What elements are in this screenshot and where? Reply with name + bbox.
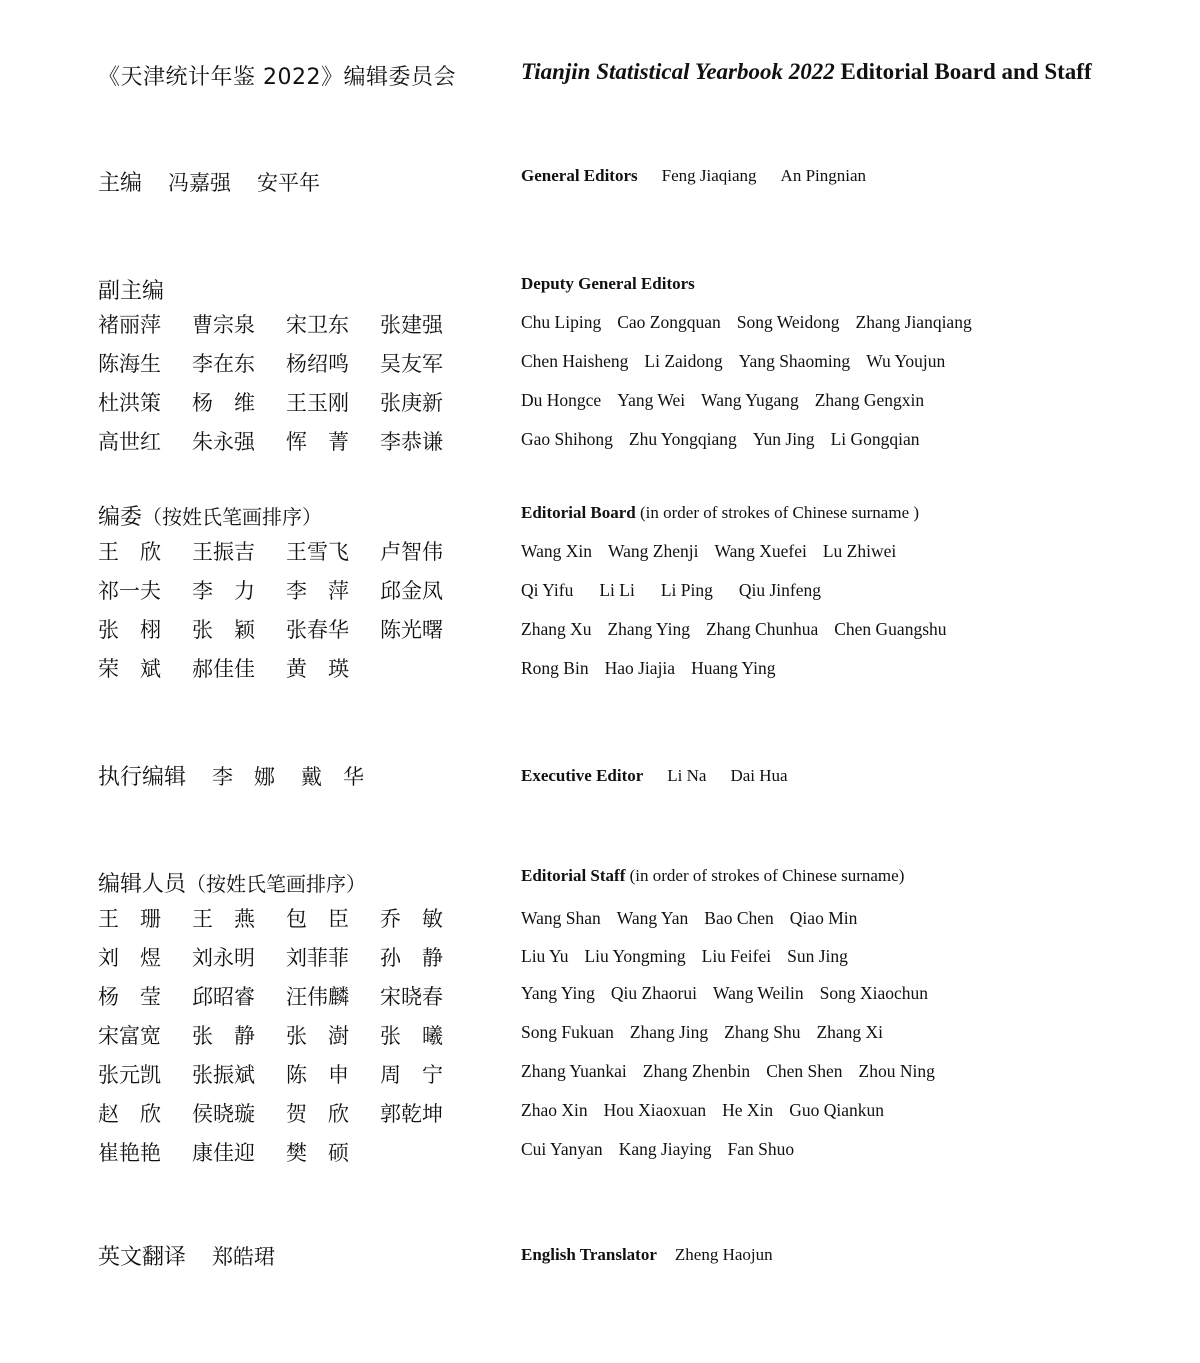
editorial-board-label-en-text: Editorial Board xyxy=(521,503,636,522)
name-row xyxy=(521,1052,1181,1091)
board-member-name-en: Huang Ying xyxy=(691,658,776,678)
general-editors-label-en: General Editors xyxy=(521,166,638,185)
deputy-editor-name-cn: 高世红 xyxy=(98,430,161,454)
board-member-name-cn: 陈光曙 xyxy=(380,618,443,642)
deputy-editor-name-cn: 张庚新 xyxy=(380,391,443,415)
translator-cn xyxy=(98,1240,498,1271)
deputy-editor-name-cn: 杨 维 xyxy=(192,391,255,415)
staff-name-en: Zhang Shu xyxy=(724,1022,801,1042)
staff-name-cn: 张元凯 xyxy=(98,1063,161,1087)
board-member-name-cn: 张 颖 xyxy=(192,618,255,642)
staff-name-en: Wang Weilin xyxy=(712,983,804,1003)
staff-name-en: Zhang Yuankai xyxy=(521,1061,627,1081)
general-editor-name-en: Feng Jiaqiang xyxy=(661,166,757,185)
general-editors-en xyxy=(521,166,1181,186)
deputy-editor-name-en: Yun Jing xyxy=(752,429,815,449)
board-member-name-en: Qiu Jinfeng xyxy=(738,580,822,600)
name-row xyxy=(521,899,1181,938)
staff-name-cn: 樊 硕 xyxy=(286,1141,349,1165)
board-member-name-en: Zhang Ying xyxy=(607,619,690,639)
deputy-editors-label-cn: 副主编 xyxy=(98,279,165,304)
staff-name-en: He Xin xyxy=(722,1100,774,1120)
deputy-editor-name-en: Chu Liping xyxy=(521,312,602,332)
staff-name-cn: 张振斌 xyxy=(192,1063,255,1087)
staff-name-cn: 汪伟麟 xyxy=(286,985,349,1009)
translator-name-cn: 郑皓珺 xyxy=(212,1245,276,1269)
staff-name-cn: 宋富宽 xyxy=(98,1024,161,1048)
name-row xyxy=(521,938,1181,974)
translator-en xyxy=(521,1245,1181,1265)
deputy-editor-name-en: Song Weidong xyxy=(736,312,840,332)
deputy-editors-label-en xyxy=(521,274,1181,294)
editorial-board-rows-en xyxy=(521,532,1181,688)
deputy-editor-name-en: Zhu Yongqiang xyxy=(628,429,737,449)
staff-name-cn: 乔 敏 xyxy=(380,907,443,931)
staff-name-cn: 王 珊 xyxy=(98,907,161,931)
staff-name-cn: 崔艳艳 xyxy=(98,1141,161,1165)
staff-name-en: Zhang Jing xyxy=(629,1022,709,1042)
deputy-editor-name-en: Cao Zongquan xyxy=(617,312,721,332)
editorial-board-label-en xyxy=(521,503,1181,523)
staff-name-cn: 张 澍 xyxy=(286,1024,349,1048)
staff-name-cn: 侯晓璇 xyxy=(192,1102,255,1126)
staff-name-en: Chen Shen xyxy=(766,1061,843,1081)
deputy-editor-name-cn: 褚丽萍 xyxy=(98,313,161,337)
name-row xyxy=(521,1130,1181,1169)
deputy-editor-name-en: Li Zaidong xyxy=(644,351,723,371)
executive-editor-name-en: Dai Hua xyxy=(730,766,788,785)
board-member-name-en: Wang Zhenji xyxy=(608,541,699,561)
staff-name-en: Liu Yu xyxy=(521,946,569,966)
translator-label-cn: 英文翻译 xyxy=(98,1245,187,1270)
editorial-board-note-cn: （按姓氏笔画排序） xyxy=(142,505,323,529)
staff-name-en: Zhang Xi xyxy=(816,1022,884,1042)
editorial-staff-rows-en xyxy=(521,899,1181,1169)
deputy-editors-label-en-text: Deputy General Editors xyxy=(521,274,695,293)
staff-name-cn: 杨 莹 xyxy=(98,985,161,1009)
executive-editor-label-cn: 执行编辑 xyxy=(98,765,187,790)
staff-name-en: Liu Feifei xyxy=(701,946,772,966)
staff-name-en: Qiao Min xyxy=(789,908,858,928)
editorial-staff-note-cn: （按姓氏笔画排序） xyxy=(186,872,367,896)
deputy-editor-name-en: Li Gongqian xyxy=(830,429,920,449)
staff-name-cn: 孙 静 xyxy=(380,946,443,970)
board-member-name-cn: 李 力 xyxy=(192,579,255,603)
staff-name-en: Guo Qiankun xyxy=(789,1100,884,1120)
name-row xyxy=(521,303,1181,342)
board-member-name-cn: 王振吉 xyxy=(192,540,255,564)
board-member-name-cn: 王 欣 xyxy=(98,540,161,564)
staff-name-en: Wang Yan xyxy=(616,908,689,928)
board-member-name-en: Chen Guangshu xyxy=(834,619,947,639)
board-member-name-en: Zhang Xu xyxy=(521,619,592,639)
staff-name-en: Song Xiaochun xyxy=(819,983,929,1003)
editorial-board-grid-cn xyxy=(98,533,498,689)
name-row xyxy=(521,342,1181,381)
staff-name-en: Zhang Zhenbin xyxy=(642,1061,751,1081)
general-editors-label-cn: 主编 xyxy=(98,171,143,196)
executive-editor-name-en: Li Na xyxy=(667,766,707,785)
executive-editor-cn xyxy=(98,760,498,791)
staff-name-cn: 刘 煜 xyxy=(98,946,161,970)
deputy-editor-name-cn: 李恭谦 xyxy=(380,430,443,454)
deputy-editor-name-cn: 张建强 xyxy=(380,313,443,337)
staff-name-en: Hou Xiaoxuan xyxy=(603,1100,707,1120)
staff-name-en: Wang Shan xyxy=(521,908,601,928)
staff-name-en: Bao Chen xyxy=(704,908,774,928)
title-en-rest: Editorial Board and Staff xyxy=(834,59,1092,84)
executive-editor-name-cn: 戴 华 xyxy=(301,765,365,789)
staff-name-cn: 宋晓春 xyxy=(380,985,443,1009)
board-member-name-cn: 郝佳佳 xyxy=(192,657,255,681)
editorial-staff-label-en-text: Editorial Staff xyxy=(521,866,626,885)
board-member-name-cn: 王雪飞 xyxy=(286,540,349,564)
deputy-editor-name-cn: 吴友军 xyxy=(380,352,443,376)
general-editor-name-en: An Pingnian xyxy=(780,166,867,185)
staff-name-cn: 邱昭睿 xyxy=(192,985,255,1009)
staff-name-en: Sun Jing xyxy=(787,946,848,966)
staff-name-cn: 郭乾坤 xyxy=(380,1102,443,1126)
board-member-name-en: Li Li xyxy=(599,580,635,600)
staff-name-cn: 包 臣 xyxy=(286,907,349,931)
name-row xyxy=(521,420,1181,459)
board-member-name-cn: 黄 瑛 xyxy=(286,657,349,681)
staff-name-en: Kang Jiaying xyxy=(618,1139,712,1159)
deputy-editor-name-cn: 王玉刚 xyxy=(286,391,349,415)
board-member-name-en: Wang Xuefei xyxy=(714,541,807,561)
staff-name-cn: 贺 欣 xyxy=(286,1102,349,1126)
translator-name-en: Zheng Haojun xyxy=(674,1245,773,1264)
general-editor-name-cn: 安平年 xyxy=(257,171,321,195)
name-row xyxy=(521,610,1181,649)
deputy-editor-name-cn: 陈海生 xyxy=(98,352,161,376)
general-editors-cn xyxy=(98,166,498,197)
deputy-editor-name-cn: 朱永强 xyxy=(192,430,255,454)
executive-editor-label-en: Executive Editor xyxy=(521,766,644,785)
board-member-name-en: Lu Zhiwei xyxy=(822,541,897,561)
name-row xyxy=(521,571,1181,610)
board-member-name-cn: 张春华 xyxy=(286,618,349,642)
editorial-staff-grid-cn xyxy=(98,900,498,1173)
staff-name-en: Cui Yanyan xyxy=(521,1139,603,1159)
name-row xyxy=(521,532,1181,571)
editorial-staff-label-en xyxy=(521,866,1181,886)
editorial-board-label-cn-text: 编委 xyxy=(98,505,143,530)
board-member-name-en: Zhang Chunhua xyxy=(705,619,819,639)
staff-name-en: Zhao Xin xyxy=(521,1100,588,1120)
staff-name-cn: 赵 欣 xyxy=(98,1102,161,1126)
deputy-editor-name-en: Gao Shihong xyxy=(521,429,613,449)
executive-editor-name-cn: 李 娜 xyxy=(212,765,276,789)
staff-name-cn: 张 静 xyxy=(192,1024,255,1048)
board-member-name-cn: 张 栩 xyxy=(98,618,161,642)
staff-name-en: Yang Ying xyxy=(521,983,595,1003)
deputy-editor-name-cn: 杨绍鸣 xyxy=(286,352,349,376)
deputy-editor-name-en: Zhang Jianqiang xyxy=(855,312,972,332)
staff-name-cn: 刘永明 xyxy=(192,946,255,970)
title-en-italic: Tianjin Statistical Yearbook 2022 xyxy=(521,59,835,84)
editorial-staff-label-cn xyxy=(98,867,498,898)
staff-name-en: Liu Yongming xyxy=(584,946,686,966)
board-member-name-cn: 荣 斌 xyxy=(98,657,161,681)
deputy-editor-name-en: Wang Yugang xyxy=(701,390,799,410)
staff-name-en: Qiu Zhaorui xyxy=(610,983,697,1003)
staff-name-en: Zhou Ning xyxy=(858,1061,935,1081)
editorial-staff-label-cn-text: 编辑人员 xyxy=(98,872,187,897)
editorial-staff-note-en: (in order of strokes of Chinese surname) xyxy=(625,866,905,885)
deputy-editor-name-cn: 杜洪策 xyxy=(98,391,161,415)
deputy-editor-name-cn: 宋卫东 xyxy=(286,313,349,337)
editorial-board-label-cn xyxy=(98,500,498,531)
name-row xyxy=(521,1091,1181,1130)
deputy-editor-name-cn: 李在东 xyxy=(192,352,255,376)
deputy-editor-name-en: Du Hongce xyxy=(521,390,602,410)
board-member-name-en: Rong Bin xyxy=(521,658,589,678)
board-member-name-cn: 李 萍 xyxy=(286,579,349,603)
board-member-name-en: Wang Xin xyxy=(521,541,593,561)
deputy-editor-name-en: Yang Shaoming xyxy=(738,351,851,371)
board-member-name-cn: 卢智伟 xyxy=(380,540,443,564)
page-title-cn: 《天津统计年鉴 2022》编辑委员会 xyxy=(98,65,456,90)
deputy-editors-rows-en xyxy=(521,303,1181,459)
general-editor-name-cn: 冯嘉强 xyxy=(168,171,232,195)
staff-name-cn: 周 宁 xyxy=(380,1063,443,1087)
executive-editor-en xyxy=(521,766,1181,786)
board-member-name-cn: 邱金凤 xyxy=(380,579,443,603)
staff-name-en: Fan Shuo xyxy=(727,1139,795,1159)
translator-label-en: English Translator xyxy=(521,1245,657,1264)
deputy-editor-name-en: Zhang Gengxin xyxy=(814,390,925,410)
name-row xyxy=(521,974,1181,1013)
deputy-editor-name-cn: 曹宗泉 xyxy=(192,313,255,337)
name-row xyxy=(521,649,1181,688)
staff-name-cn: 陈 申 xyxy=(286,1063,349,1087)
board-member-name-en: Li Ping xyxy=(660,580,713,600)
editorial-board-note-en: (in order of strokes of Chinese surname ) xyxy=(635,503,920,522)
staff-name-cn: 刘菲菲 xyxy=(286,946,349,970)
deputy-editor-name-en: Chen Haisheng xyxy=(521,351,629,371)
board-member-name-cn: 祁一夫 xyxy=(98,579,161,603)
board-member-name-en: Qi Yifu xyxy=(521,580,574,600)
page-title-en xyxy=(521,59,1092,85)
name-row xyxy=(521,381,1181,420)
deputy-editors-grid-cn xyxy=(98,306,498,462)
board-member-name-en: Hao Jiajia xyxy=(604,658,676,678)
deputy-editor-name-en: Wu Youjun xyxy=(866,351,946,371)
staff-name-cn: 康佳迎 xyxy=(192,1141,255,1165)
name-row xyxy=(521,1013,1181,1052)
deputy-editor-name-cn: 恽 菁 xyxy=(286,430,349,454)
deputy-editor-name-en: Yang Wei xyxy=(617,390,686,410)
staff-name-cn: 王 燕 xyxy=(192,907,255,931)
staff-name-cn: 张 曦 xyxy=(380,1024,443,1048)
staff-name-en: Song Fukuan xyxy=(521,1022,614,1042)
